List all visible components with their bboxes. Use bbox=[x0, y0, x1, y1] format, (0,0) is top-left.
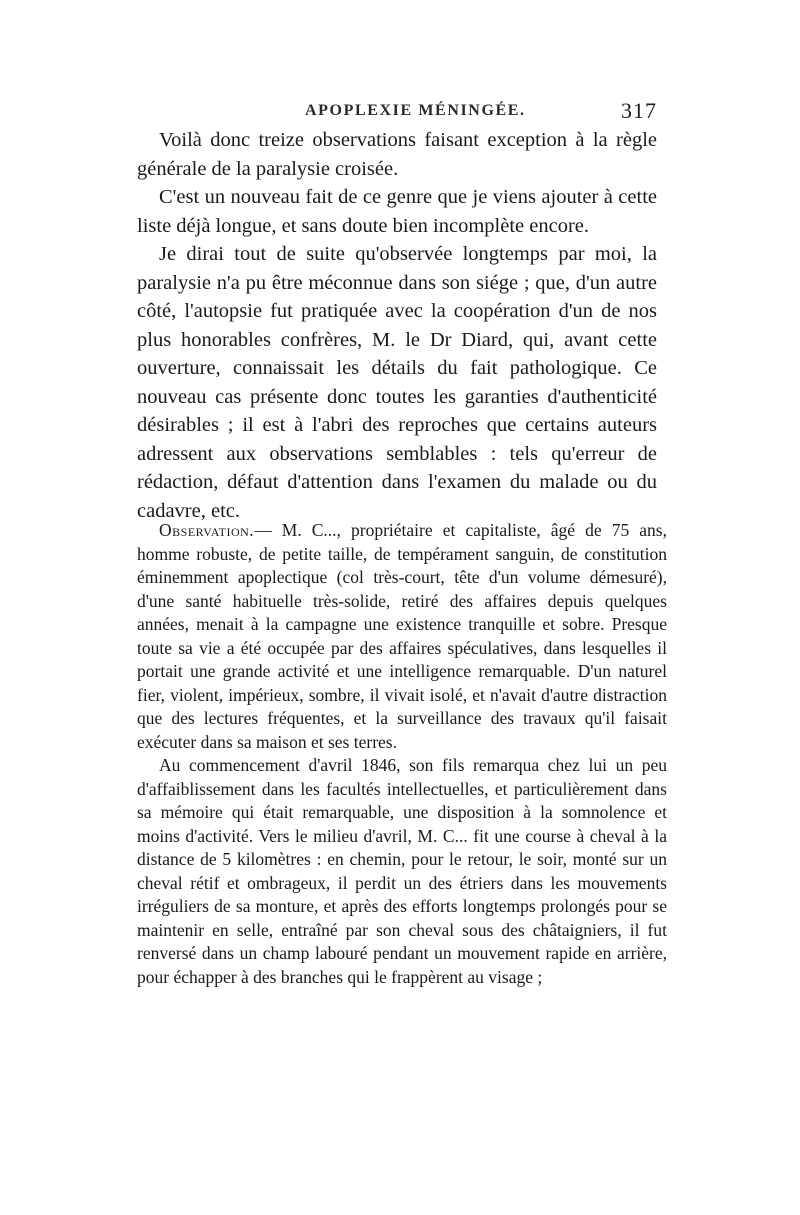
observation-label: Observation. bbox=[159, 520, 255, 540]
paragraph-intro: Voilà donc treize observations faisant exception à la règle générale de la paralysie croisée. bbox=[137, 129, 657, 180]
paragraph-new-case: C'est un nouveau fait de ce genre que je viens ajouter à cette liste déjà longue, et sans doute bien incomplète encore. bbox=[137, 186, 657, 237]
observation-continuation: Au commencement d'avril 1846, son fils remarqua chez lui un peu d'affaiblissement dans les facultés intellectuelles, et particulièrement dans sa mémoire qui était remarquable, une disposition à la somnolence et moins d'activité. Vers le milieu d'avril, M. C... fit une course à cheval à la distance de 5 kilomètres : en chemin, pour le retour, le soir, monté sur un cheval rétif et ombrageux, il perdit un des étriers dans les mouvements irréguliers de sa monture, et après des efforts longtemps prolongés pour se maintenir en selle, entraîné par son cheval sous des châtaigniers, il fut renversé dans un champ labouré pendant un mouvement rapide en arrière, pour échapper à des branches qui le frappèrent au visage ; bbox=[137, 755, 667, 987]
observation-section bbox=[137, 519, 667, 989]
running-head bbox=[137, 98, 657, 128]
running-title: APOPLEXIE MÉNINGÉE. bbox=[305, 102, 526, 119]
observation-text: — M. C..., propriétaire et capitaliste, âgé de 75 ans, homme robuste, de petite taille, de tempérament sanguin, de constitution éminemment apoplectique (col très-court, tête d'un volume démesuré), d'une santé habituelle très-solide, retiré des affaires depuis quelques années, menait à la campagne une existence tranquille et sobre. Presque toute sa vie a été occupée par des affaires spéculatives, dans lesquelles il portait une grande activité et une intelligence remarquable. D'un naturel fier, violent, impérieux, sombre, il vivait isolé, et n'avait d'autre distraction que des lectures fréquentes, et la surveillance des travaux qu'il faisait exécuter dans sa maison et ses terres. bbox=[137, 520, 667, 752]
page-number: 317 bbox=[621, 98, 657, 123]
paragraph-guarantees: Je dirai tout de suite qu'observée longtemps par moi, la paralysie n'a pu être méconnue dans son siége ; que, d'un autre côté, l'autopsie fut pratiquée avec la coopération d'un de nos plus honorables confrères, M. le Dr Diard, qui, avant cette ouverture, connaissait les détails du fait pathologique. Ce nouveau cas présente donc toutes les garanties d'authenticité désirables ; il est à l'abri des reproches que certains auteurs adressent aux observations semblables : tels qu'erreur de rédaction, défaut d'attention dans l'examen du malade ou du cadavre, etc. bbox=[137, 243, 657, 522]
main-text bbox=[137, 126, 657, 525]
observation-paragraph bbox=[137, 519, 667, 754]
